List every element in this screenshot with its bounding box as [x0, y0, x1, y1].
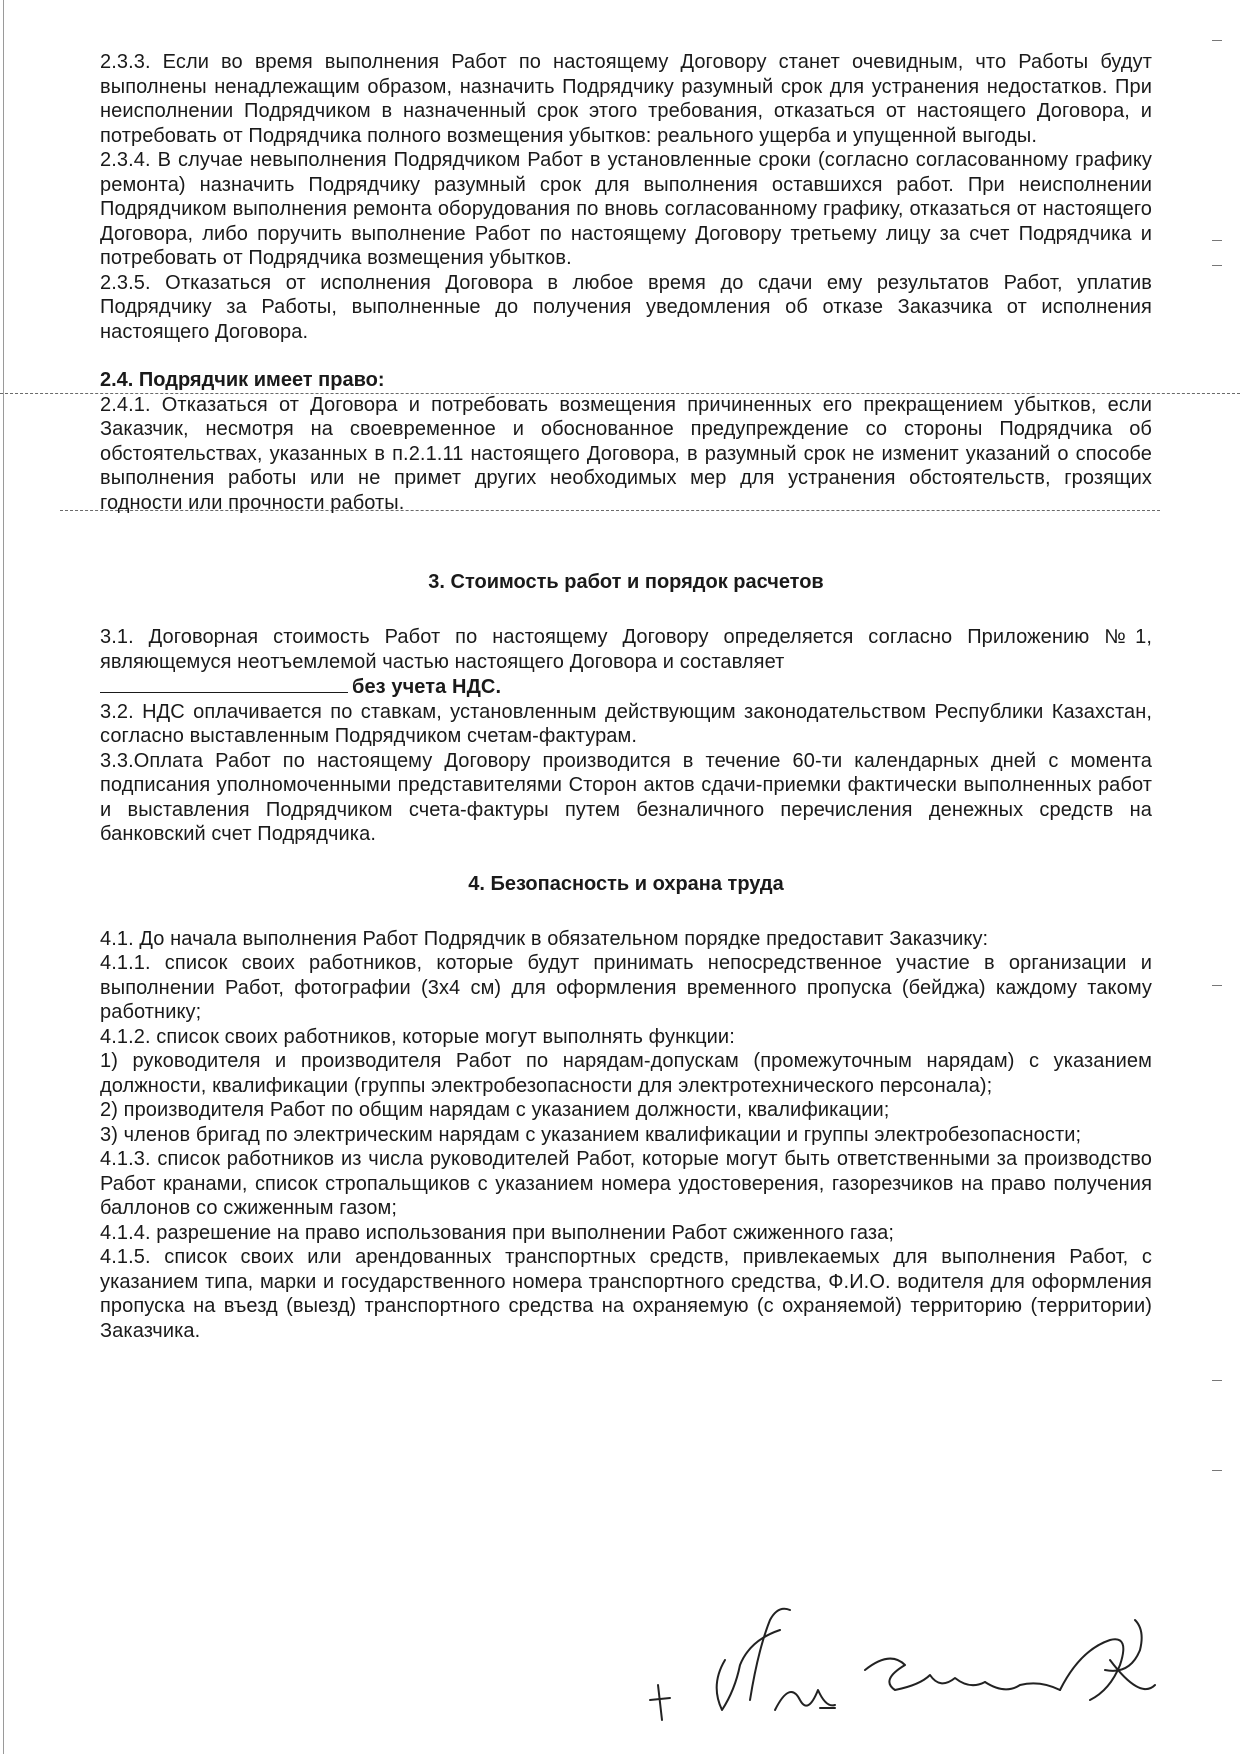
document-page: [100, 50, 1152, 1343]
amount-blank-field: [100, 674, 348, 693]
margin-tick: [1212, 985, 1222, 986]
clause-2-3-3: 2.3.3. Если во время выполнения Работ по настоящему Договору станет очевидным, что Работы будут выполнены ненадлежащим образом, назначить Подрядчику разумный срок для устранения недостатков. При неисполнении Подрядчиком в назначенный срок этого требования, отказаться от настоящего Договора, и потребовать от Подрядчика полного возмещения убытков: реального ущерба и упущенной выгоды.: [100, 51, 1152, 147]
clause-3-1: 3.1. Договорная стоимость Работ по настоящему Договору определяется согласно Приложению №1, являющемуся неотъемлемой частью настоящего Договора и составляет: [100, 626, 1152, 673]
clause-2-4-1: 2.4.1. Отказаться от Договора и потребовать возмещения причиненных его прекращением убытков, если Заказчик, несмотря на своевременное и обоснованное предупреждение со стороны Подрядчика об обстоятельствах, указанных в п.2.1.11 настоящего Договора, в разумный срок не изменит указаний о способе выполнения работы или не примет других необходимых мер для устранения обстоятельств, грозящих годности или прочности работы.: [100, 393, 1152, 514]
clause-3-1-vat-note: без учета НДС.: [352, 676, 502, 698]
clause-3-3: 3.3.Оплата Работ по настоящему Договору производится в течение 60-ти календарных дней с момента подписания уполномоченными представителями Сторон актов сдачи-приемки фактически выполненных работ и выставления Подрядчиком счета-фактуры путем безналичного перечисления денежных средств на банковский счет Подрядчика.: [100, 749, 1152, 845]
scan-left-edge: [3, 0, 4, 1754]
clause-4-1-2: 4.1.2. список своих работников, которые могут выполнять функции:: [100, 1025, 735, 1048]
margin-tick: [1212, 240, 1222, 241]
clause-4-1-5: 4.1.5. список своих или арендованных транспортных средств, привлекаемых для выполнения Работ, с указанием типа, марки и государственного номера транспортного средства, Ф.И.О. водителя для оформления пропуска на въезд (выезд) транспортного средства на охраняемую (с охраняемой) территорию (территории) Заказчика.: [100, 1246, 1152, 1342]
section-3-title: 3. Стоимость работ и порядок расчетов: [428, 571, 824, 593]
clause-3-2: 3.2. НДС оплачивается по ставкам, установленным действующим законодательством Республики Казахстан, согласно выставленным Подрядчиком счетам-фактурам.: [100, 700, 1152, 747]
clause-4-1-2-item-2: 2) производителя Работ по общим нарядам с указанием должности, квалификации;: [100, 1099, 890, 1121]
handwritten-signature: [640, 1590, 1180, 1740]
clause-4-1-1: 4.1.1. список своих работников, которые будут принимать непосредственное участие в организации и выполнении Работ, фотографии (3х4 см) для оформления временного пропуска (бейджа) каждому такому работнику;: [100, 952, 1152, 1023]
section-4-title: 4. Безопасность и охрана труда: [468, 872, 784, 895]
clause-2-3-4: 2.3.4. В случае невыполнения Подрядчиком Работ в установленные сроки (согласно согласованному графику ремонта) назначить Подрядчику разумный срок для выполнения оставшихся работ. При неисполнении Подрядчиком выполнения ремонта оборудования по вновь согласованному графику, отказаться от настоящего Договора, либо поручить выполнение Работ по настоящему Договору третьему лицу за счет Подрядчика и потребовать от Подрядчика возмещения убытков.: [100, 149, 1152, 269]
margin-tick: [1212, 1380, 1222, 1381]
clause-3-1-amount-line: [100, 674, 1152, 700]
clause-4-1-2-item-3: 3) членов бригад по электрическим нарядам с указанием квалификации и группы электробезопасности;: [100, 1123, 1082, 1146]
clause-4-1-4: 4.1.4. разрешение на право использования при выполнении Работ сжиженного газа;: [100, 1221, 895, 1244]
clause-4-1-2-item-1: 1) руководителя и производителя Работ по нарядам-допускам (промежуточным нарядам) с указанием должности, квалификации (группы электробезопасности для электротехнического персонала);: [100, 1050, 1152, 1097]
subsection-2-4-heading: 2.4. Подрядчик имеет право:: [100, 369, 385, 391]
clause-4-1-3: 4.1.3. список работников из числа руководителей Работ, которые могут быть ответственными за производство Работ кранами, список стропальщиков с указанием номера удостоверения, газорезчиков на право получения баллонов со сжиженным газом;: [100, 1148, 1152, 1219]
clause-2-3-5: 2.3.5. Отказаться от исполнения Договора в любое время до сдачи ему результатов Работ, уплатив Подрядчику за Работы, выполненные до получения уведомления об отказе Заказчика от исполнения настоящего Договора.: [100, 271, 1152, 343]
clause-4-1: 4.1. До начала выполнения Работ Подрядчик в обязательном порядке предоставит Заказчику:: [100, 927, 989, 950]
margin-tick: [1212, 1470, 1222, 1471]
margin-tick: [1212, 265, 1222, 266]
margin-tick: [1212, 40, 1222, 41]
